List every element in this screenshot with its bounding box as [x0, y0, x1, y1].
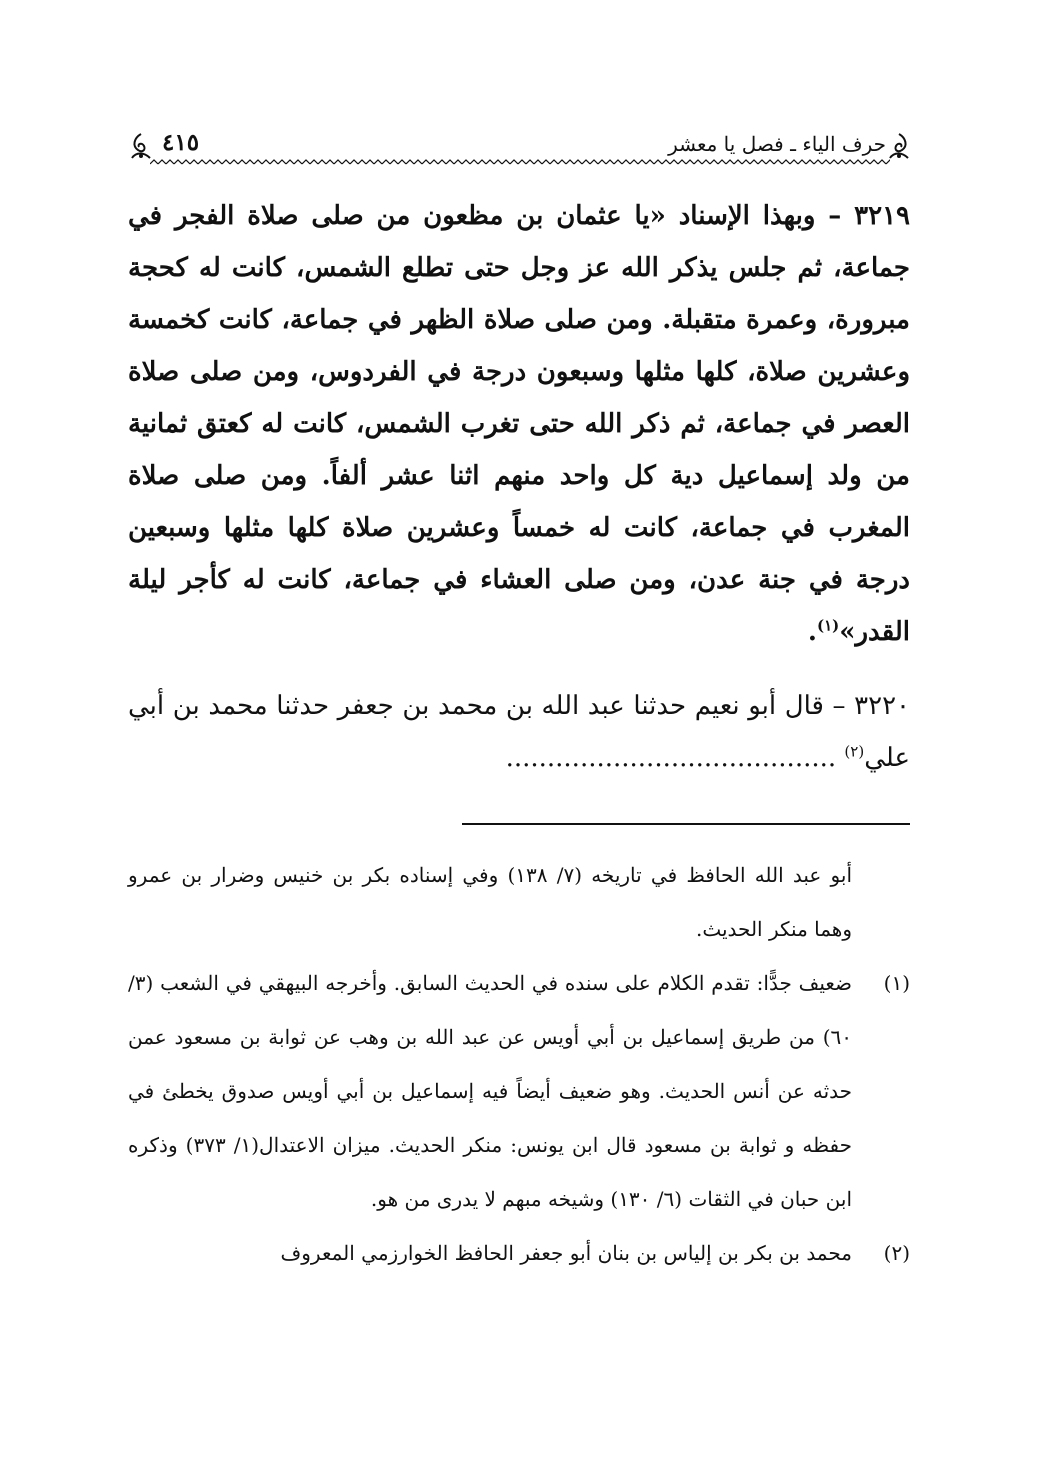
footnotes	[128, 848, 910, 1280]
running-header-title: حرف الياء ـ فصل يا معشر	[668, 132, 886, 156]
page-number: ٤١٥	[162, 129, 200, 156]
header-ornament-right-icon	[886, 132, 912, 162]
main-text	[128, 190, 910, 784]
hadith-3219-end: .	[807, 617, 817, 647]
footnote-continuation: أبو عبد الله الحافظ في تاريخه (٧/ ١٣٨) وفي إسناده بكر بن خنيس وضرار بن عمرو وهما منكر الحديث.	[128, 863, 853, 941]
footnote-1	[128, 956, 910, 1226]
hadith-3219-text: ٣٢١٩ – وبهذا الإسناد «يا عثمان بن مظعون من صلى صلاة الفجر في جماعة، ثم جلس يذكر الله عز وجل حتى تطلع الشمس، كانت له كحجة مبرورة، وعمرة متقبلة. ومن صلى صلاة الظهر في جماعة، كانت كخمسة وعشرين صلاة، كلها مثلها وسبعون درجة في الفردوس، ومن صلى صلاة العصر في جماعة، ثم ذكر الله حتى تغرب الشمس، كانت له كعتق ثمانية من ولد إسماعيل دية كل واحد منهم اثنا عشر ألفاً. ومن صلى صلاة المغرب في جماعة، كانت له خمساً وعشرين صلاة كلها مثلها وسبعين درجة في جنة عدن، ومن صلى العشاء في جماعة، كانت له كأجر ليلة القدر»	[128, 201, 910, 647]
footnote-separator	[462, 823, 910, 825]
footnote-ref-2: (٢)	[844, 742, 865, 761]
hadith-3219	[128, 190, 910, 658]
footnote-number: (١)	[883, 971, 910, 995]
running-header	[128, 129, 912, 166]
footnote-number: (٢)	[883, 1241, 910, 1265]
footnote-text: ضعيف جدًّا: تقدم الكلام على سنده في الحديث السابق. وأخرجه البيهقي في الشعب (٣/ ٦٠) من طريق إسماعيل بن أبي أويس عن عبد الله بن وهب عن ثوابة بن مسعود عمن حدثه عن أنس الحديث. وهو ضعيف أيضاً فيه إسماعيل بن أبي أويس صدوق يخطئ في حفظه و ثوابة بن مسعود قال ابن يونس: منكر الحديث. ميزان الاعتدال(١/ ٣٧٣) وذكره ابن حبان في الثقات (٦/ ١٣٠) وشيخه مبهم لا يدرى من هو.	[128, 971, 852, 1211]
footnote-text: محمد بن بكر بن إلياس بن بنان أبو جعفر الحافظ الخوارزمي المعروف	[280, 1241, 852, 1265]
hadith-3220	[128, 680, 910, 784]
footnote-ref-1: (١)	[816, 616, 840, 635]
header-decorative-rule	[150, 159, 890, 165]
footnote-2	[128, 1226, 910, 1280]
header-ornament-left-icon	[128, 132, 154, 162]
hadith-3220-text: ٣٢٢٠ – قال أبو نعيم حدثنا عبد الله بن محمد بن جعفر حدثنا محمد بن أبي علي	[128, 691, 910, 773]
ellipsis-dots: ........................................	[505, 743, 845, 773]
